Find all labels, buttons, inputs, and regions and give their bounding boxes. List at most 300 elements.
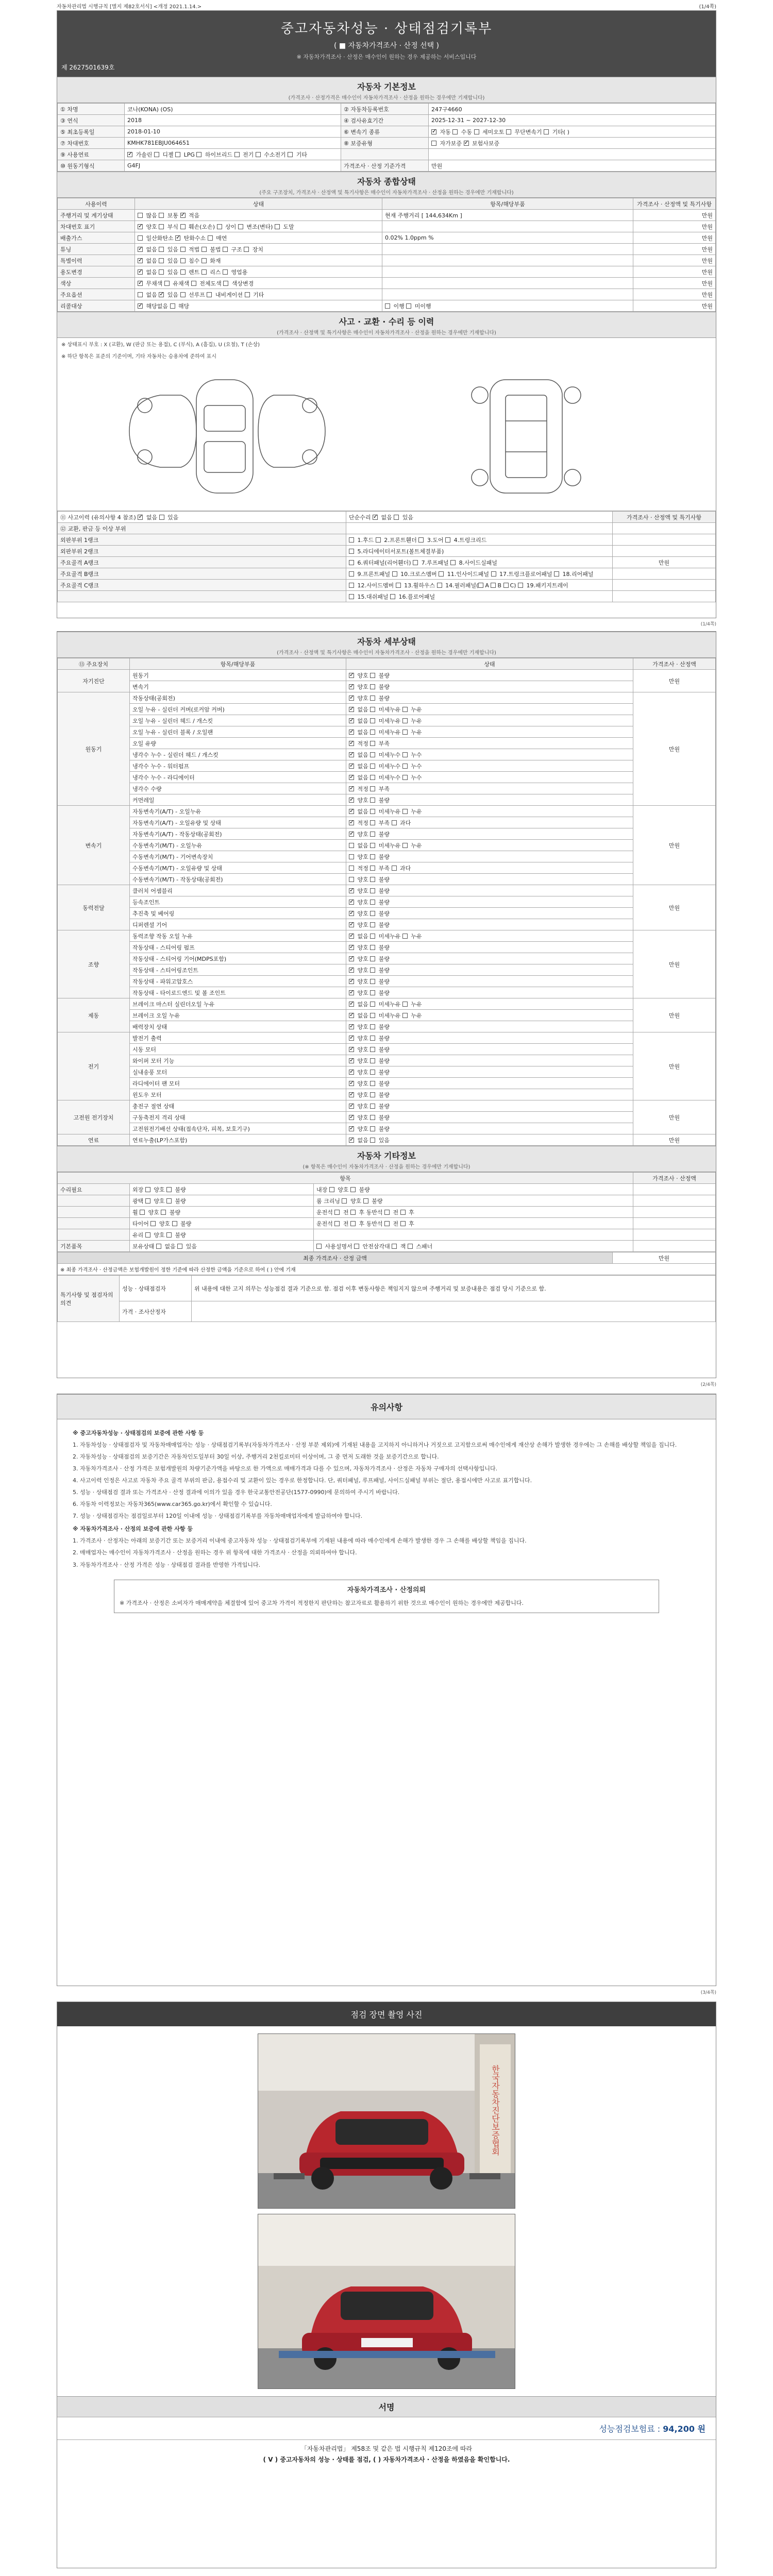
device-group: 제동 [58, 998, 130, 1032]
unchecked-box [156, 1244, 161, 1249]
detail-row [58, 692, 716, 704]
summary-item: 색상 [58, 278, 135, 289]
rank-items: 5.라디에이터서포트(볼트체결부품) [346, 546, 613, 557]
checked-box [349, 1092, 354, 1097]
unchecked-box [392, 1244, 397, 1249]
unchecked-box [402, 775, 408, 780]
unchecked-box [370, 1047, 375, 1052]
unchecked-box [402, 843, 408, 848]
unchecked-box [223, 269, 228, 275]
notice-item: 2. 자동차성능 · 상태점검의 보증기간은 자동차인도일부터 30일 이상, 주행거리 2천킬로미터 이상이며, 그 중 먼저 도래한 것을 보증기간으로 합니다. [73, 1453, 439, 1461]
unchecked-box [392, 571, 397, 577]
detail-state: ✓ 양호 불량 [346, 670, 633, 681]
unchecked-box [418, 537, 424, 543]
detail-item: 자동변속기(A/T) - 작동상태(공회전) [130, 828, 346, 840]
notice-heading-1: ※ 중고자동차성능 · 상태점검의 보증에 관한 사항 등 [73, 1430, 204, 1436]
rank-name: 주요골격 C랭크 [58, 580, 346, 591]
detail-item: 변속기 [130, 681, 346, 692]
unchecked-box [370, 1024, 375, 1029]
field-value: 2018 [125, 115, 341, 126]
summary-detail [382, 255, 633, 266]
detail-item: 등속조인트 [130, 896, 346, 908]
field-value: G4FJ [125, 160, 341, 172]
other-item-a: 보유상태 없음 있음 [130, 1241, 314, 1252]
detail-state: ✓ 양호 불량 [346, 919, 633, 930]
notice-heading-2: ※ 자동차가격조사 · 산정의 보증에 관한 사항 등 [73, 1526, 193, 1533]
detail-state: 없음 미세누유 누유 [346, 840, 633, 851]
page-2 [57, 631, 716, 1378]
summary-row [58, 266, 716, 278]
unchecked-box [370, 718, 375, 723]
summary-state: 없음 ✓ 있음 선루프 내비게이션 기타 [135, 289, 382, 300]
unchecked-box [245, 292, 250, 297]
unchecked-box [150, 1221, 156, 1226]
detail-row [58, 1089, 716, 1100]
detail-item: 브레이크 오일 누유 [130, 1010, 346, 1021]
detail-item: 라디에이터 팬 모터 [130, 1078, 346, 1089]
summary-row [58, 232, 716, 244]
unchecked-box [402, 1002, 408, 1007]
appraiser-opinion [192, 1301, 716, 1322]
field-value: KMHK781EBJU064651 [125, 138, 341, 149]
basic-info-row [58, 149, 716, 160]
unchecked-box [217, 224, 222, 229]
unchecked-box [349, 866, 354, 871]
consent-title: 자동차가격조사 · 산정의뢰 [347, 1586, 426, 1594]
detail-item: 와이퍼 모터 기능 [130, 1055, 346, 1066]
detail-row [58, 862, 716, 874]
unchecked-box [370, 934, 375, 939]
detail-item: 작동상태 - 타이로드엔드 및 볼 조인트 [130, 987, 346, 998]
rank-row [58, 534, 716, 546]
section-subtitle: (가격조사 · 산정액 및 특기사항은 매수인이 자동차가격조사 · 산정을 원하는 경우에만 기재합니다) [277, 330, 496, 336]
unchecked-box [159, 269, 164, 275]
checked-box [349, 832, 354, 837]
field-label: ⑥ 변속기 종류 [341, 126, 429, 138]
detail-state: ✓ 양호 불량 [346, 1044, 633, 1055]
unchecked-box [138, 292, 143, 297]
unchecked-box [256, 152, 261, 157]
unchecked-box [349, 594, 354, 599]
unchecked-box [402, 934, 408, 939]
unchecked-box [370, 764, 375, 769]
summary-detail [382, 244, 633, 255]
unchecked-box [478, 583, 483, 588]
unchecked-box [349, 843, 354, 848]
other-row [58, 1184, 716, 1195]
detail-item: 냉각수 수량 [130, 783, 346, 794]
accident-history: ⑪ 사고이력 (유의사항 4 참조) ✓ 없음 있음 [58, 512, 346, 523]
detail-item: 오일 누유 - 실린더 커버(로커암 커버) [130, 704, 346, 715]
detail-row [58, 1044, 716, 1055]
unchecked-box [437, 583, 442, 588]
detail-state: ✓ 양호 불량 [346, 692, 633, 704]
summary-price: 만원 [633, 266, 716, 278]
field-label: 가격조사 · 산정 기준가격 [341, 160, 429, 172]
rank-row [58, 546, 716, 557]
brand-banner: 한국자동차진단보증협회 [490, 2065, 500, 2156]
unchecked-box [431, 141, 436, 146]
notice-body [57, 1419, 716, 1629]
document-number: 제 2627501639호 [61, 64, 115, 71]
unchecked-box [402, 764, 408, 769]
unchecked-box [180, 258, 186, 263]
basic-info-row [58, 104, 716, 115]
legal-statement [57, 2439, 716, 2468]
other-price [633, 1241, 716, 1252]
summary-state: ✓ 없음 있음 침수 화재 [135, 255, 382, 266]
detail-state: ✓ 양호 불량 [346, 964, 633, 976]
accident-legend: ※ 상태표시 부호 : X (교환), W (판금 또는 용접), C (부식), A (흠집), U (요철), T (손상) [61, 342, 260, 348]
detail-row [58, 885, 716, 896]
unchecked-box [413, 560, 418, 565]
section-title: 자동차 기타정보 [357, 1151, 416, 1161]
detail-row [58, 953, 716, 964]
detail-item: 수동변속기(M/T) - 오일유량 및 상태 [130, 862, 346, 874]
detail-state: ✓ 양호 불량 [346, 1021, 633, 1032]
detail-item: 시동 모터 [130, 1044, 346, 1055]
detail-state: ✓ 없음 미세누유 누유 [346, 998, 633, 1010]
basic-info-row [58, 138, 716, 149]
unchecked-box [370, 786, 375, 791]
detail-price: 만원 [633, 998, 716, 1032]
unchecked-box [138, 213, 143, 218]
detail-item: 수동변속기(M/T) - 작동상태(공회전) [130, 874, 346, 885]
detail-row [58, 681, 716, 692]
unchecked-box [445, 537, 450, 543]
unchecked-box [370, 900, 375, 905]
unchecked-box [159, 258, 164, 263]
insurance-fee-label: 성능점검보험료 : [599, 2424, 663, 2434]
other-item-a: 광택 양호 불량 [130, 1195, 314, 1207]
unchecked-box [402, 718, 408, 723]
detail-item: 오일 누유 - 실린더 블록 / 오일팬 [130, 726, 346, 738]
detail-state: ✓ 양호 불량 [346, 681, 633, 692]
detail-item: 실내송풍 모터 [130, 1066, 346, 1078]
section-subtitle: (주요 구조장치, 가격조사 · 산정액 및 특기사항은 매수인이 자동차가격조사 · 산정을 원하는 경우에만 기재합니다) [259, 190, 514, 196]
other-item-a: 유리 양호 불량 [130, 1229, 314, 1241]
detail-price: 만원 [633, 930, 716, 998]
rank-name: 외판부위 2랭크 [58, 546, 346, 557]
column-header: 항목/해당부품 [382, 198, 633, 210]
column-header: 가격조사 · 산정액 [633, 658, 716, 670]
detail-state: ✓ 없음 미세누유 누유 [346, 715, 633, 726]
unchecked-box [154, 152, 159, 157]
summary-detail: 이행 미이행 [382, 300, 633, 312]
detail-row [58, 726, 716, 738]
detail-state: 양호 불량 [346, 851, 633, 862]
unchecked-box [180, 269, 186, 275]
inspection-photos [57, 2026, 716, 2396]
car-outline-exterior [119, 369, 335, 503]
field-label: ⑨ 사용연료 [58, 149, 125, 160]
detail-state: ✓ 적정 부족 [346, 738, 633, 749]
other-item-b: 운전석 전 후 동반석 전 후 [313, 1218, 633, 1229]
insurance-fee-value: 94,200 원 [663, 2424, 705, 2434]
summary-price: 만원 [633, 278, 716, 289]
detail-item: 작동상태 - 스티어링 기어(MDPS포함) [130, 953, 346, 964]
unchecked-box [354, 1244, 359, 1249]
rank-row [58, 568, 716, 580]
checked-box [349, 786, 354, 791]
checked-box [349, 730, 354, 735]
detail-state: ✓ 양호 불량 [346, 976, 633, 987]
detail-row [58, 987, 716, 998]
unchecked-box [370, 809, 375, 814]
photo-section-title: 점검 장면 촬영 사진 [57, 2002, 716, 2026]
other-item-b: 룸 크리닝 양호 불량 [313, 1195, 633, 1207]
detail-row [58, 840, 716, 851]
field-label: ④ 검사유효기간 [341, 115, 429, 126]
field-label: ⑧ 보증유형 [341, 138, 429, 149]
field-label: ⑩ 원동기형식 [58, 160, 125, 172]
unchecked-box [207, 292, 212, 297]
column-header: 가격조사 · 산정액 [633, 1173, 716, 1184]
field-value: 2018-01-10 [125, 126, 341, 138]
checked-box [138, 247, 143, 252]
detail-row [58, 976, 716, 987]
unchecked-box [370, 684, 375, 689]
consent-text: ※ 가격조사 · 산정은 소비자가 매매계약을 체결함에 있어 중고차 가격이 적정한지 판단하는 참고자료로 활용하기 위한 것으로 매수인이 원하는 경우에만 제공합니다. [120, 1599, 524, 1606]
car-outline-frame [418, 369, 634, 503]
column-header: 항목 [58, 1173, 633, 1184]
checked-box [349, 684, 354, 689]
unchecked-box [370, 707, 375, 712]
field-label: ① 차명 [58, 104, 125, 115]
device-group: 고전원 전기장치 [58, 1100, 130, 1134]
detail-item: 커먼레일 [130, 794, 346, 806]
summary-row [58, 278, 716, 289]
notice-item: 7. 성능 · 상태점검자는 점검일로부터 120일 이내에 성능 · 상태점검기록부를 자동차매매업자에게 발급하여야 합니다. [73, 1513, 363, 1520]
unchecked-box [370, 956, 375, 961]
unchecked-box [166, 1232, 172, 1238]
summary-table [57, 198, 716, 312]
inspector-label: 성능 · 상태점검자 [120, 1276, 192, 1301]
unchecked-box [145, 1187, 150, 1192]
accident-legend-2: ※ 하단 항목은 표준의 기준이며, 기타 자동차는 승용차에 준하여 표시 [61, 354, 216, 360]
column-header: ⑬ 주요장치 [58, 658, 130, 670]
summary-row [58, 255, 716, 266]
unchecked-box [370, 832, 375, 837]
section-title: 유의사항 [371, 1402, 402, 1412]
unchecked-box [138, 235, 143, 241]
unchecked-box [370, 911, 375, 916]
other-group: 수리필요 [58, 1184, 130, 1195]
device-group: 전기 [58, 1032, 130, 1100]
rank-price [613, 591, 716, 602]
detail-item: 작동상태(공회전) [130, 692, 346, 704]
accident-header [57, 312, 716, 338]
detail-row [58, 783, 716, 794]
unchecked-box [384, 1210, 390, 1215]
detail-item: 수동변속기(M/T) - 오일누유 [130, 840, 346, 851]
basic-info-header [57, 77, 716, 103]
detail-row [58, 715, 716, 726]
unchecked-box [402, 809, 408, 814]
unchecked-box [370, 1115, 375, 1120]
other-item-b: 내장 양호 불량 [313, 1184, 633, 1195]
unchecked-box [275, 224, 280, 229]
car-diagram [57, 362, 716, 511]
checked-box [175, 235, 180, 241]
summary-row [58, 244, 716, 255]
unchecked-box [238, 224, 243, 229]
consent-box [114, 1580, 659, 1613]
checked-box [349, 741, 354, 746]
detail-row [58, 908, 716, 919]
notice-header [57, 1394, 716, 1419]
unchecked-box [196, 152, 201, 157]
basic-info-table [57, 103, 716, 172]
unchecked-box [334, 1221, 340, 1226]
summary-detail [382, 221, 633, 232]
detail-row [58, 942, 716, 953]
section-subtitle: (가격조사 · 산정가격은 매수인이 자동차가격조사 · 산정을 원하는 경우에만 기재합니다) [288, 95, 485, 101]
column-header: 상태 [135, 198, 382, 210]
detail-item: 브레이크 마스터 실린더오일 누유 [130, 998, 346, 1010]
checked-box [349, 775, 354, 780]
column-header: 사용이력 [58, 198, 135, 210]
rank-row [58, 580, 716, 591]
section-title: 자동차 종합상태 [357, 177, 416, 187]
unchecked-box [234, 152, 240, 157]
unchecked-box [349, 877, 354, 882]
detail-price: 만원 [633, 692, 716, 806]
appraiser-label: 가격 · 조사산정자 [120, 1301, 192, 1322]
page-indicator: (1/4쪽) [699, 4, 716, 10]
detail-row [58, 760, 716, 772]
document-note: ※ 자동차가격조사 · 산정은 매수인이 원하는 경우 제공하는 서비스입니다 [296, 54, 477, 60]
summary-item: 튜닝 [58, 244, 135, 255]
detail-state: ✓ 양호 불량 [346, 953, 633, 964]
field-value [429, 149, 716, 160]
detail-item: 수동변속기(M/T) - 기어변속장치 [130, 851, 346, 862]
checked-box [138, 281, 143, 286]
unchecked-box [177, 1244, 182, 1249]
unchecked-box [350, 1221, 356, 1226]
rank-name [58, 591, 346, 602]
detail-row [58, 794, 716, 806]
detail-state: ✓ 없음 미세누유 누유 [346, 806, 633, 817]
summary-price: 만원 [633, 210, 716, 221]
field-label: ③ 연식 [58, 115, 125, 126]
unchecked-box [349, 583, 354, 588]
summary-state: ✓ 무채색 유채색 전체도색 색상변경 [135, 278, 382, 289]
unchecked-box [439, 571, 444, 577]
column-header: 항목/해당부품 [130, 658, 346, 670]
unchecked-box [402, 1013, 408, 1018]
detail-price: 만원 [633, 806, 716, 885]
detail-row [58, 1032, 716, 1044]
rank-price [613, 568, 716, 580]
detail-row [58, 806, 716, 817]
field-label: ⑦ 차대번호 [58, 138, 125, 149]
detail-row [58, 1134, 716, 1146]
summary-detail: 현재 주행거리 [ 144,634Km ] [382, 210, 633, 221]
detail-item: 냉각수 누수 - 실린더 헤드 / 개스킷 [130, 749, 346, 760]
checked-box [349, 945, 354, 950]
rank-name: 주요골격 A랭크 [58, 557, 346, 568]
notice-item: 2. 매매업자는 매수인이 자동차가격조사 · 산정을 원하는 경우 위 항목에 대한 가격조사 · 산정을 의뢰하여야 합니다. [73, 1549, 357, 1556]
detail-item: 작동상태 - 스티어링 펌프 [130, 942, 346, 953]
detail-item: 작동상태 - 스티어링조인트 [130, 964, 346, 976]
summary-price: 만원 [633, 255, 716, 266]
unchecked-box [503, 583, 509, 588]
field-value: 자가보증 ✓ 보험사보증 [429, 138, 716, 149]
unchecked-box [394, 515, 399, 520]
unchecked-box [349, 537, 354, 543]
section-title: 사고 · 교환 · 수리 등 이력 [339, 317, 434, 327]
checked-box [349, 900, 354, 905]
unchecked-box [370, 877, 375, 882]
unchecked-box [288, 152, 293, 157]
unchecked-box [402, 707, 408, 712]
unchecked-box [342, 1198, 347, 1204]
checked-box [138, 224, 143, 229]
summary-item: 차대번호 표기 [58, 221, 135, 232]
unchecked-box [164, 281, 170, 286]
checked-box [349, 809, 354, 814]
document-title: 중고자동차성능 · 상태점검기록부 [280, 21, 493, 37]
checked-box [349, 1024, 354, 1029]
field-label [341, 149, 429, 160]
detail-item: 구동축전지 격리 상태 [130, 1112, 346, 1123]
other-row [58, 1218, 716, 1229]
form-topline [57, 2, 716, 9]
other-row [58, 1195, 716, 1207]
unchecked-box [452, 129, 458, 134]
rank-row [58, 557, 716, 568]
detail-state: ✓ 양호 불량 [346, 1123, 633, 1134]
checked-box [349, 1002, 354, 1007]
detail-price: 만원 [633, 670, 716, 692]
checked-box [138, 515, 143, 520]
checked-box [349, 718, 354, 723]
other-group [58, 1229, 130, 1241]
unchecked-box [159, 224, 164, 229]
page-4 [57, 2002, 716, 2568]
summary-item: 특별이력 [58, 255, 135, 266]
detail-item: 동력조향 작동 오일 누유 [130, 930, 346, 942]
unchecked-box [370, 730, 375, 735]
detail-state: ✓ 양호 불량 [346, 908, 633, 919]
checked-box [349, 673, 354, 678]
legal-statement-line-1: 「자동차관리법」 제58조 및 같은 법 시행규칙 제120조에 따라 [300, 2445, 473, 2452]
detail-state: ✓ 없음 미세누유 누유 [346, 930, 633, 942]
section-title: 자동차 세부상태 [357, 637, 416, 647]
simple-repair: 단순수리 ✓ 없음 있음 [346, 512, 613, 523]
spacer [346, 523, 613, 534]
checked-box [349, 764, 354, 769]
unchecked-box [175, 152, 180, 157]
checked-box [349, 956, 354, 961]
detail-item: 자동변속기(A/T) - 오일유량 및 상태 [130, 817, 346, 828]
unchecked-box [370, 1104, 375, 1109]
detail-row [58, 772, 716, 783]
other-header [57, 1146, 716, 1172]
other-row [58, 1241, 716, 1252]
unchecked-box [400, 1221, 406, 1226]
detail-item: 충전구 절연 상태 [130, 1100, 346, 1112]
detail-item: 배력장치 상태 [130, 1021, 346, 1032]
page-number-2: (2/4쪽) [700, 1382, 716, 1387]
detail-state: ✓ 양호 불량 [346, 987, 633, 998]
unchecked-box [392, 866, 397, 871]
unchecked-box [400, 1210, 406, 1215]
summary-row [58, 289, 716, 300]
notice-item: 1. 가격조사 · 산정자는 아래의 보증기간 또는 보증거리 이내에 중고자동차 성능 · 상태점검기록부에 기재된 내용에 따라 매수인에게 손해가 발생한 경우 그 손해를 배상할 책임을 집니다. [73, 1537, 527, 1545]
field-value: ✓ 자동 수동 세미오토 무단변속기 기타( ) [429, 126, 716, 138]
